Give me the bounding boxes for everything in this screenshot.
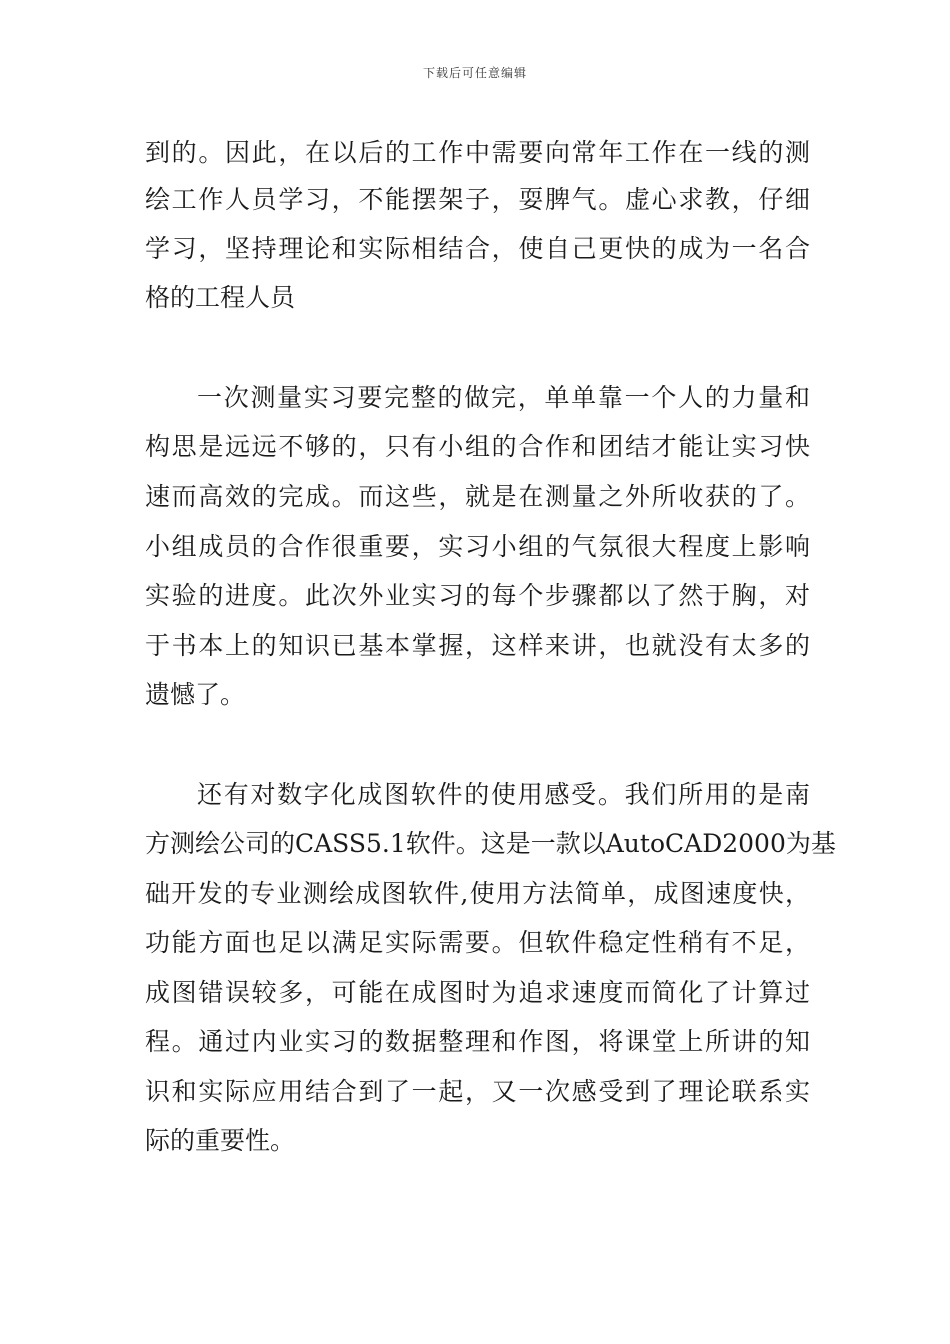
page-header-note: 下载后可任意编辑 bbox=[422, 66, 527, 80]
paragraph-1-line-2: 绘工作人员学习，不能摆架子，耍脾气。虚心求教，仔细 bbox=[145, 185, 810, 214]
paragraph-3-line-1: 还有对数字化成图软件的使用感受。我们所用的是南 bbox=[197, 780, 810, 809]
paragraph-3-line-4: 功能方面也足以满足实际需要。但软件稳定性稍有不足， bbox=[145, 928, 810, 957]
paragraph-3-line-3: 础开发的专业测绘成图软件,使用方法简单，成图速度快， bbox=[145, 879, 810, 908]
paragraph-2-line-7: 遗憾了。 bbox=[145, 680, 246, 709]
paragraph-3-line-8: 际的重要性。 bbox=[145, 1126, 296, 1155]
paragraph-1-line-4: 格的工程人员 bbox=[145, 283, 296, 312]
paragraph-3-line-6: 程。通过内业实习的数据整理和作图，将课堂上所讲的知 bbox=[145, 1027, 810, 1056]
paragraph-3-line-7: 识和实际应用结合到了一起，又一次感受到了理论联系实 bbox=[145, 1077, 810, 1106]
paragraph-2-line-2: 构思是远远不够的，只有小组的合作和团结才能让实习快 bbox=[145, 432, 810, 461]
paragraph-2-line-4: 小组成员的合作很重要，实习小组的气氛很大程度上影响 bbox=[145, 532, 810, 561]
paragraph-2-line-1: 一次测量实习要完整的做完，单单靠一个人的力量和 bbox=[197, 383, 810, 412]
paragraph-1-line-3: 学习，坚持理论和实际相结合，使自己更快的成为一名合 bbox=[145, 234, 810, 263]
paragraph-3-line-2: 方测绘公司的CASS5.1软件。这是一款以AutoCAD2000为基 bbox=[145, 829, 836, 858]
paragraph-3-line-5: 成图错误较多，可能在成图时为追求速度而简化了计算过 bbox=[145, 978, 810, 1007]
paragraph-1-line-1: 到的。因此，在以后的工作中需要向常年工作在一线的测 bbox=[145, 138, 810, 167]
paragraph-2-line-5: 实验的进度。此次外业实习的每个步骤都以了然于胸，对 bbox=[145, 581, 810, 610]
paragraph-2-line-3: 速而高效的完成。而这些，就是在测量之外所收获的了。 bbox=[145, 482, 810, 511]
paragraph-2-line-6: 于书本上的知识已基本掌握，这样来讲，也就没有太多的 bbox=[145, 631, 810, 660]
